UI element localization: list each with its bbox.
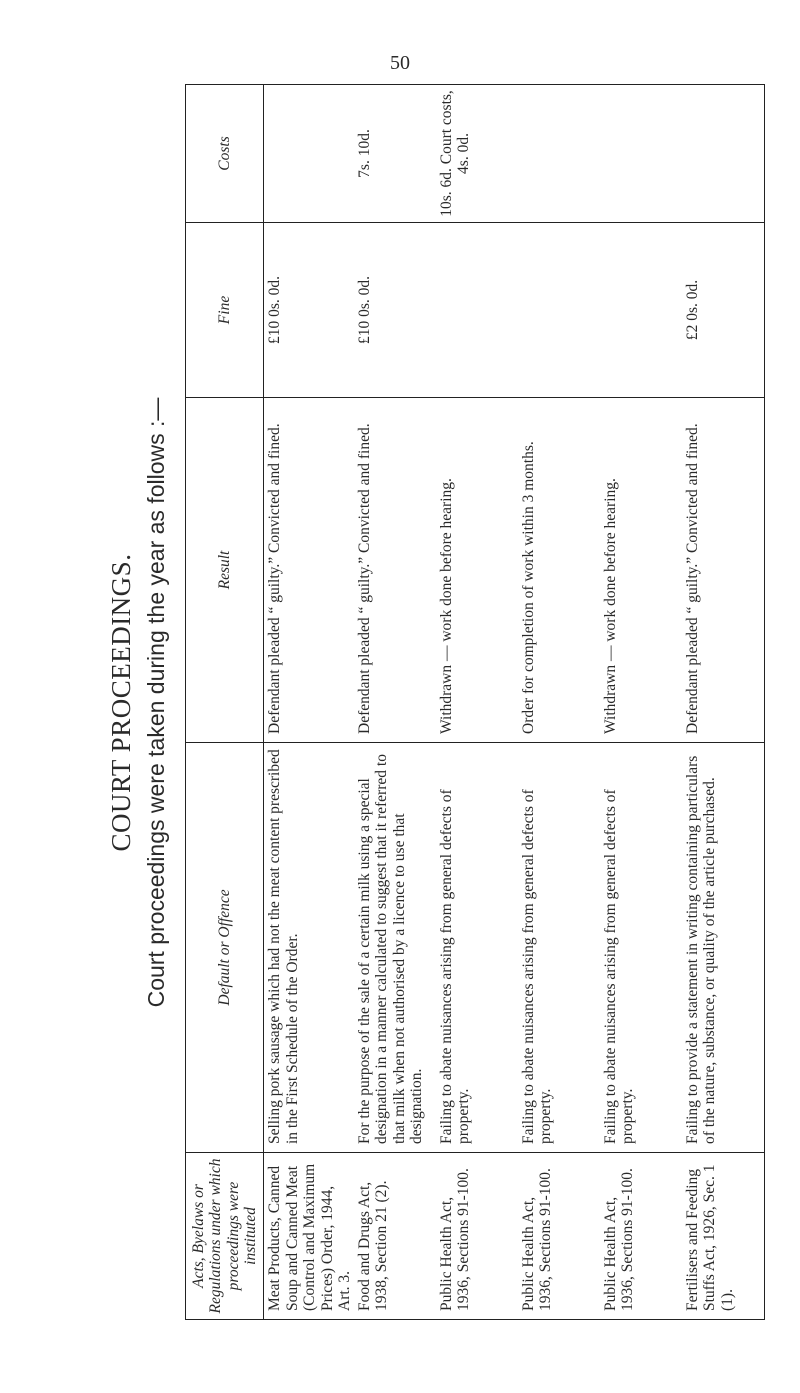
cell-act: Food and Drugs Act, 1938, Section 21 (2). (354, 1153, 436, 1320)
cell-result: Defendant pleaded “ guilty.” Convicted and fined. (354, 398, 436, 743)
table-row (436, 85, 518, 1320)
table-row (264, 85, 354, 1320)
cell-result: Defendant pleaded “ guilty.” Convicted and fined. (264, 398, 354, 743)
cell-result: Withdrawn — work done before hearing. (600, 398, 682, 743)
cell-offence: Failing to abate nuisances arising from general defects of property. (518, 743, 600, 1153)
table-row (600, 85, 682, 1320)
cell-fine (600, 223, 682, 398)
col-header-acts: Acts, Byelaws or Regulations under which proceedings were instituted (186, 1153, 264, 1320)
cell-result: Withdrawn — work done before hearing. (436, 398, 518, 743)
cell-costs: 7s. 10d. (354, 85, 436, 223)
cell-act: Public Health Act, 1936, Sections 91-100. (518, 1153, 600, 1320)
cell-fine (518, 223, 600, 398)
cell-result: Order for completion of work within 3 months. (518, 398, 600, 743)
cell-act: Public Health Act, 1936, Sections 91-100. (600, 1153, 682, 1320)
header-row (186, 85, 264, 1320)
table-row (682, 85, 765, 1320)
cell-fine (436, 223, 518, 398)
cell-offence: Failing to provide a statement in writing containing particulars of the nature, substance, or quality of the article purchased. (682, 743, 765, 1153)
cell-fine: £10 0s. 0d. (354, 223, 436, 398)
cell-offence: For the purpose of the sale of a certain milk using a special designation in a manner calculated to suggest that it referred to that milk when not authorised by a licence to use that designation. (354, 743, 436, 1153)
cell-fine: £10 0s. 0d. (264, 223, 354, 398)
cell-act: Meat Products, Canned Soup and Canned Meat (Control and Maximum Prices) Order, 1944, Art. 3. (264, 1153, 354, 1320)
rotated-page-content (102, 85, 736, 1320)
col-header-offence: Default or Offence (186, 743, 264, 1153)
proceedings-table (185, 84, 765, 1320)
cell-costs (518, 85, 600, 223)
table-row (518, 85, 600, 1320)
page-title: COURT PROCEEDINGS. (106, 553, 136, 852)
cell-costs (264, 85, 354, 223)
col-header-costs: Costs (186, 85, 264, 223)
page-subtitle: Court proceedings were taken during the year as follows :— (143, 397, 169, 1008)
cell-result: Defendant pleaded “ guilty.” Convicted and fined. (682, 398, 765, 743)
heading (102, 85, 182, 1320)
page-number: 50 (390, 52, 410, 74)
cell-costs: 10s. 6d. Court costs, 4s. 0d. (436, 85, 518, 223)
cell-offence: Failing to abate nuisances arising from general defects of property. (600, 743, 682, 1153)
cell-act: Public Health Act, 1936, Sections 91-100. (436, 1153, 518, 1320)
cell-offence: Selling pork sausage which had not the meat content prescribed in the First Schedule of the Order. (264, 743, 354, 1153)
cell-fine: £2 0s. 0d. (682, 223, 765, 398)
table-row (354, 85, 436, 1320)
cell-costs (600, 85, 682, 223)
cell-costs (682, 85, 765, 223)
col-header-result: Result (186, 398, 264, 743)
cell-act: Fertilisers and Feeding Stuffs Act, 1926, Sec. 1 (1). (682, 1153, 765, 1320)
col-header-fine: Fine (186, 223, 264, 398)
cell-offence: Failing to abate nuisances arising from general defects of property. (436, 743, 518, 1153)
